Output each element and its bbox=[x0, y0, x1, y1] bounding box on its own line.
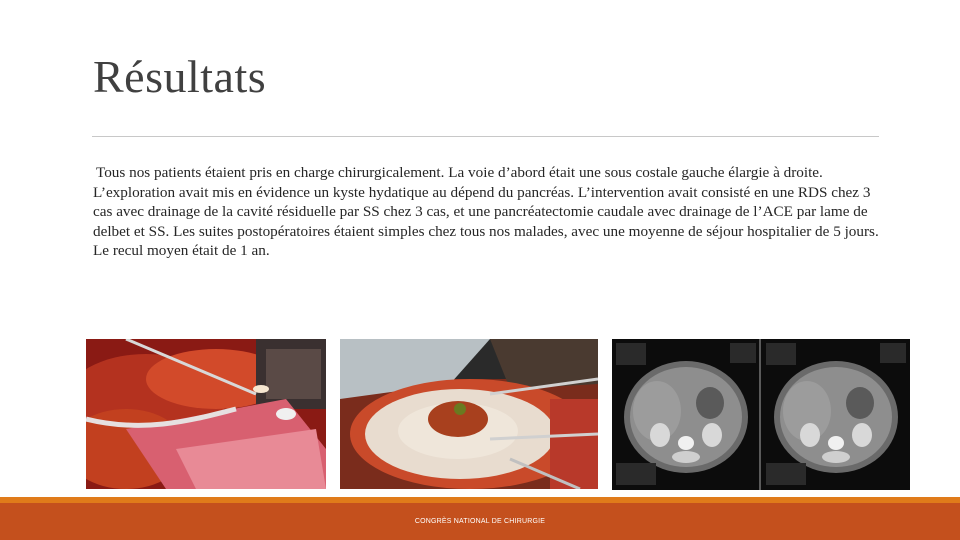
slide-title: Résultats bbox=[93, 51, 267, 102]
ct-scan-images bbox=[612, 339, 910, 490]
ct-scan-image bbox=[612, 339, 910, 490]
surgical-photo-2-image bbox=[340, 339, 598, 489]
title-divider bbox=[92, 136, 879, 137]
surgical-photo-2 bbox=[340, 339, 598, 489]
slide-body bbox=[93, 163, 883, 261]
body-paragraph: Tous nos patients étaient pris en charge chirurgicalement. La voie d’abord était une sous costale gauche élargie à droite. L’exploration avait mis en évidence un kyste hydatique au dépend du pancréas. L’intervention avait consisté en une RDS chez 3 cas avec drainage de la cavité résiduelle par SS chez 3 cas, et une pancréatectomie caudale avec drainage de l’ACE par lame de delbet et SS. Les suites postopératoires étaient simples chez tous nos malades, avec une moyenne de séjour hospitalier de 5 jours. Le recul moyen était de 1 an. bbox=[93, 164, 879, 260]
surgical-photo-1 bbox=[86, 339, 326, 489]
footer-text: CONGRÈS NATIONAL DE CHIRURGIE bbox=[414, 518, 546, 525]
surgical-photo-1-image bbox=[86, 339, 326, 489]
